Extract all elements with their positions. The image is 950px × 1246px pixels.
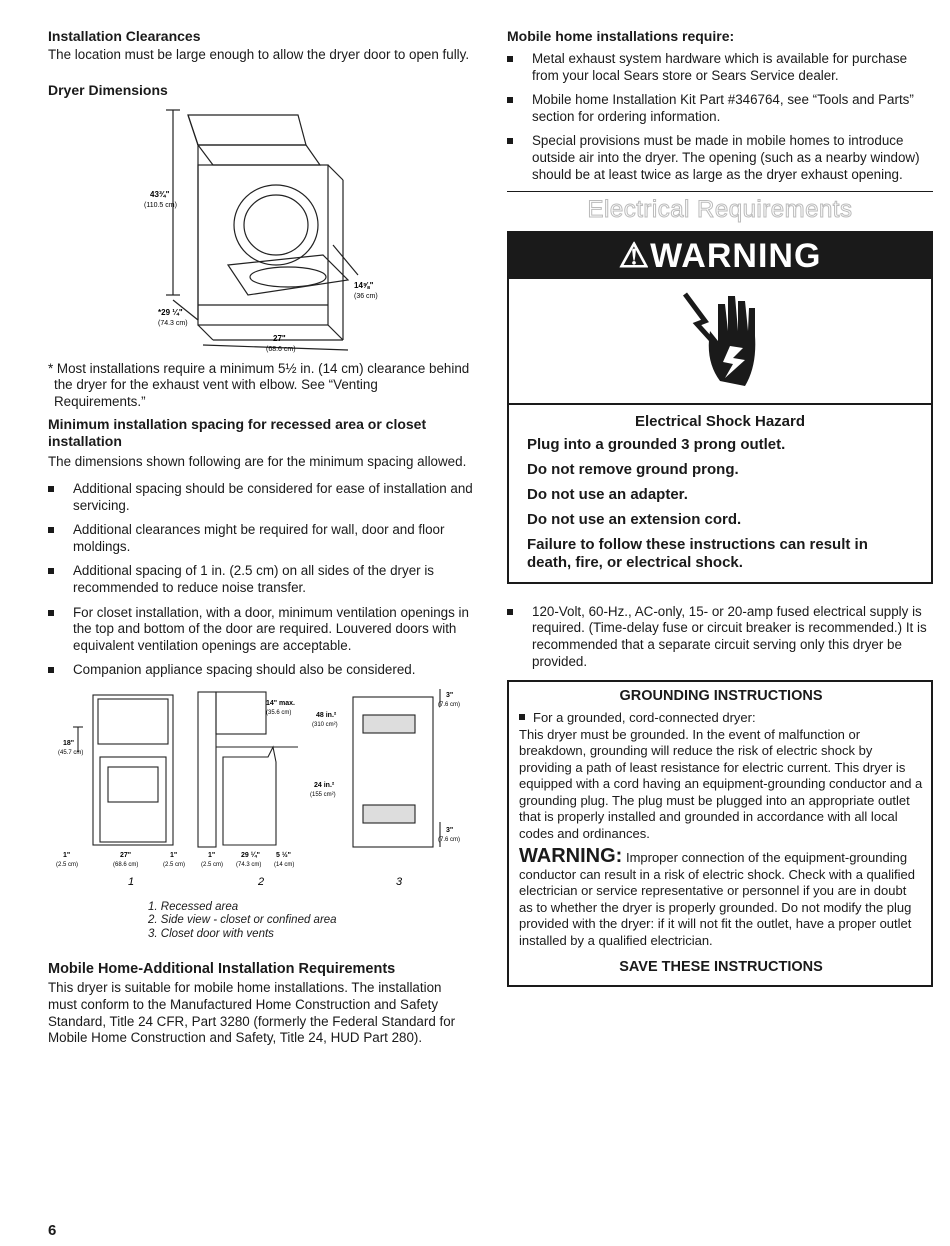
- dryer-dimensions-heading: Dryer Dimensions: [48, 81, 168, 98]
- mobile-home-text: This dryer is suitable for mobile home installations. The installation must conform to the Manufactured Home Construction and Safety Standard, Title 24 CFR, Part 3280 (formerly the Federal Standard for Mobile Home Construction and Safety, Title 24, HUD Part 280).: [48, 980, 456, 1046]
- min-spacing-heading: Minimum installation spacing for recessed area or closet installation: [48, 416, 427, 450]
- list-item: Special provisions must be made in mobile homes to introduce outside air into the dryer. The opening (such as a nearby window) should be at least twice as large as the dryer exhaust opening.: [507, 133, 933, 183]
- bottom-gap-label: 3": [446, 826, 454, 834]
- list-item: Companion appliance spacing should also be considered.: [48, 662, 473, 679]
- side-gap-metric: (2.5 cm): [56, 861, 79, 868]
- list-item: Mobile home Installation Kit Part #346764, see “Tools and Parts” section for ordering information.: [507, 92, 933, 125]
- caption-1: 1. Recessed area: [148, 900, 239, 913]
- side-gap-label: 1": [63, 851, 71, 859]
- list-item: Additional clearances might be required for wall, door and floor moldings.: [48, 522, 473, 555]
- rear-gap-metric: (14 cm): [274, 861, 295, 868]
- mobile-require-heading: Mobile home installations require:: [507, 28, 735, 44]
- dryer-width-metric: (68.6 cm): [266, 345, 296, 353]
- grounding-text: This dryer must be grounded. In the event of malfunction or breakdown, grounding will reduce the risk of electric shock by providing a path of least resistance for electric current. This dryer is equipped with a cord having an equipment-grounding conductor and a grounding plug. The plug must be plugged into an appropriate outlet that is properly installed and grounded in accordance with all local codes and ordinances.: [519, 726, 923, 841]
- bottom-gap-metric: (7.6 cm): [438, 836, 461, 843]
- side-gap2-label: 1": [170, 851, 178, 859]
- list-item: For closet installation, with a door, minimum ventilation openings in the top and bottom of the door are required. Louvered doors with equivalent ventilation openings are acceptable.: [48, 605, 473, 655]
- caption-2: 2. Side view - closet or confined area: [148, 914, 337, 927]
- installation-clearances-heading: Installation Clearances: [48, 28, 201, 44]
- recess-height-label: 18": [63, 739, 75, 747]
- caption-3: 3. Closet door with vents: [148, 927, 274, 940]
- hazard-line: Do not remove ground prong.: [527, 460, 739, 478]
- shelf-metric: (35.6 cm): [266, 709, 292, 716]
- list-item: 120-Volt, 60-Hz., AC-only, 15- or 20-amp fused electrical supply is required. (Time-delay fuse or circuit breaker is recommended.) It is recommended that a separate circuit serving only this dryer be provided.: [507, 604, 933, 670]
- door-depth-metric: (36 cm): [354, 292, 378, 300]
- min-spacing-list: [48, 481, 473, 679]
- left-column: [48, 28, 473, 1047]
- right-column: [507, 28, 933, 987]
- save-instructions: SAVE THESE INSTRUCTIONS: [619, 959, 823, 976]
- section-divider: [507, 191, 933, 192]
- vent-bottom-metric: (155 cm²): [310, 791, 336, 798]
- width-label: 27": [120, 851, 132, 859]
- hazard-message: [509, 403, 931, 582]
- grounding-warning: [519, 845, 923, 949]
- grounding-box: [507, 680, 933, 987]
- rear-gap-label: 5 ½": [276, 851, 291, 859]
- page-number: 6: [48, 1222, 57, 1239]
- hazard-line: Do not use an extension cord.: [527, 510, 742, 528]
- electrical-requirements-title: Electrical Requirements: [587, 196, 853, 224]
- shock-hazard-icon: [509, 279, 931, 403]
- spacing-figure: [48, 687, 473, 887]
- list-item: Metal exhaust system hardware which is available for purchase from your local Sears store or Sears Service dealer.: [507, 51, 933, 84]
- front-gap-label: 1": [208, 851, 216, 859]
- figure-number-1: 1: [128, 875, 135, 887]
- shelf-label: 14" max.: [266, 699, 296, 707]
- dryer-width-label: 27": [273, 333, 286, 343]
- top-gap-metric: (7.6 cm): [438, 701, 461, 708]
- mobile-home-heading: Mobile Home-Additional Installation Requirements: [48, 961, 396, 978]
- dryer-depth-metric: (74.3 cm): [158, 319, 188, 327]
- list-item: Additional spacing of 1 in. (2.5 cm) on all sides of the dryer is recommended to reduce noise transfer.: [48, 563, 473, 596]
- depth-label: 29 ¼": [241, 851, 260, 859]
- warning-header: ⚠WARNING: [509, 233, 931, 279]
- depth-metric: (74.3 cm): [236, 861, 262, 868]
- recess-height-metric: (45.7 cm): [58, 749, 84, 756]
- clearance-footnote: * Most installations require a minimum 5½ in. (14 cm) clearance behind the dryer for the exhaust vent with elbow. See “Venting Requirements.”: [48, 360, 470, 409]
- vent-top-metric: (310 cm²): [312, 721, 338, 728]
- installation-clearances-text: The location must be large enough to allow the dryer door to open fully.: [48, 47, 470, 62]
- dryer-height-metric: (110.5 cm): [144, 201, 177, 209]
- width-metric: (68.6 cm): [113, 861, 139, 868]
- door-depth-label: 14⅝": [354, 280, 374, 290]
- bullet-icon: [519, 714, 525, 720]
- grounding-bullet: For a grounded, cord-connected dryer:: [519, 710, 923, 727]
- hazard-line: Plug into a grounded 3 prong outlet.: [527, 435, 786, 453]
- warning-word: WARNING:: [519, 845, 623, 868]
- figure-captions: [148, 901, 473, 942]
- vent-bottom-label: 24 in.²: [314, 781, 335, 789]
- side-gap2-metric: (2.5 cm): [163, 861, 186, 868]
- front-gap-metric: (2.5 cm): [201, 861, 224, 868]
- figure-number-3: 3: [396, 875, 403, 887]
- dryer-depth-label: *29 ¼": [158, 307, 183, 317]
- top-gap-label: 3": [446, 691, 454, 699]
- hazard-line: Do not use an adapter.: [527, 485, 688, 503]
- electrical-list: [507, 604, 933, 670]
- grounding-title: GROUNDING INSTRUCTIONS: [619, 688, 823, 705]
- figure-number-2: 2: [258, 875, 265, 887]
- mobile-require-list: [507, 51, 933, 183]
- warning-box: [507, 231, 933, 584]
- hazard-title: Electrical Shock Hazard: [634, 412, 806, 430]
- hazard-line: Failure to follow these instructions can result in death, fire, or electrical shock.: [527, 535, 868, 571]
- dryer-dimensions-figure: [48, 105, 473, 355]
- dryer-height-label: 43¾": [150, 189, 170, 199]
- vent-top-label: 48 in.²: [316, 711, 337, 719]
- list-item: Additional spacing should be considered for ease of installation and servicing.: [48, 481, 473, 514]
- min-spacing-intro: The dimensions shown following are for the minimum spacing allowed.: [48, 454, 467, 470]
- grounding-warning-text: Improper connection of the equipment-grounding conductor can result in a risk of electric shock. Check with a qualified electrician or service representative or personnel if you are in doubt as to whether the dryer is properly grounded. Do not modify the plug provided with the dryer: if it will not fit the outlet, have a proper outlet installed by a qualified electrician.: [519, 850, 915, 948]
